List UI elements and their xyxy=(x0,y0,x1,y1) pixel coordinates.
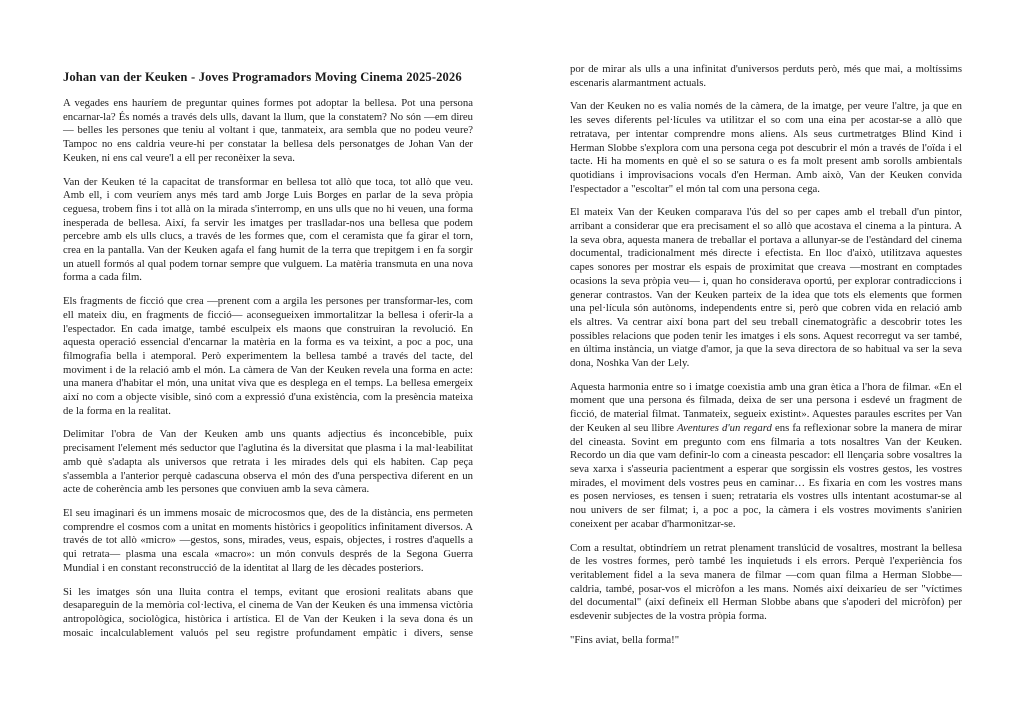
paragraph xyxy=(63,97,473,166)
text-run: Com a resultat, obtindríem un retrat plenament translúcid de vosaltres, mostrant la bellesa de les vostres formes, però també les inquietuds i els errors. Perquè l'experiència fos veritablement fidel a la seva manera de filmar —com quan filma a Herman Slobbe— caldria, també, posar-vos el micròfon a les mans. Només així deixaríeu de ser "víctimes del documental" (així defineix ell Herman Slobbe abans que s'apoderi del micròfon) per esdevenir subjectes de la vostra pròpia forma. xyxy=(570,541,962,623)
paragraph xyxy=(63,586,473,641)
paragraph xyxy=(570,542,962,624)
paragraph xyxy=(63,176,473,286)
text-run: por de mirar als ulls a una infinitat d'universos perduts però, més que mai, a moltíssims escenaris alarmantment actuals. xyxy=(570,63,962,89)
paragraph xyxy=(570,63,962,90)
text-run: A vegades ens hauríem de preguntar quines formes pot adoptar la bellesa. Pot una persona encarnar-la? És només a través dels ulls, davant la llum, que la constatem? No són —em direu— belles les persones que teniu al voltant i que, tanmateix, ara sembla que no podeu veure? Tampoc no ens caldria veure-hi per constatar la bellesa dels personatges de Johan Van der Keuken, ni ens cal veure'l a ell per reconèixer la seva. xyxy=(63,97,473,164)
paragraph xyxy=(570,206,962,370)
paragraph xyxy=(63,295,473,418)
paragraph xyxy=(63,507,473,576)
text-run: ens fa reflexionar sobre la manera de mirar del cineasta. Sovint em pregunto com ens filmaria a tots nosaltres Van der Keuken. Recordo un dia que vam definir-lo com a cineasta pescador: ell llençaria sobre vosaltres la seva xarxa i s'asseuria pacientment a esperar que sorgissin els vostres gestos, les vostres mirades, el moviment dels vostres peus en caminar… Es fixaria en com les vostres mans es posen nervioses, es tensen i suen; retrataria els vostres ulls intentant acostumar-se al nou univers de ser filmat; i, a poc a poc, la càmera i els vostres moviments s'anirien coneixent per acabar d'harmonitzar-se. xyxy=(570,421,962,530)
text-run: El seu imaginari és un immens mosaic de microcosmos que, des de la distància, ens permeten comprendre el cosmos com a unitat en moments històrics i geopolítics infinitament diversos. A través de tot allò «micro» —gestos, sons, mirades, veus, espais, objectes, i rostres d'aquells a qui retrata— plasma una escala «macro»: un món convuls després de la Segona Guerra Mundial i en constant reconstrucció de la identitat al llarg de les dècades posteriors. xyxy=(63,506,473,574)
text-run: Aquesta harmonia entre so i imatge coexistia amb una gran ètica a l'hora de filmar. «En el moment que una persona és filmada, deixa de ser una persona i esdevé un fragment de ficció, de material filmat. Tanmateix, segueix existint». Aquestes paraules escrites per Van der Keuken al seu llibre xyxy=(570,380,962,434)
left-column xyxy=(63,70,473,640)
text-run: Van der Keuken té la capacitat de transformar en bellesa tot allò que toca, tot allò que veu. Amb ell, i com veuríem anys més tard amb Jorge Luis Borges en parlar de la seva pròpia ceguesa, trobem fins i tot allà on la mirada s'interromp, en uns ulls que no hi veuen, una forma inesperada de bellesa. Així, fa servir les imatges per traslladar-nos una bellesa que podem percebre amb els ulls clucs, a través de les formes que, com el ceramista que fa girar el torn, crea en la pantalla. Van der Keuken agafa el fang humit de la terra que trepitgem i en fa sorgir un atuell formós al qual podem tornar sempre que vulguem. La matèria transmuta en una nova forma a cada film. xyxy=(63,175,473,284)
text-run: "Fins aviat, bella forma!" xyxy=(570,633,680,646)
text-run: Delimitar l'obra de Van der Keuken amb uns quants adjectius és inconcebible, puix precisament l'element més seductor que l'aglutina és la diversitat que plasma i la mal·leabilitat amb què s'adapta als universos que retrata i les mirades dels qui els habiten. Cap peça s'assembla a l'anterior perquè cadascuna observa el món des d'una perspectiva diferent en un acte de coherència amb les persones que conviuen amb la seva càmera. xyxy=(63,428,473,496)
document-title: Johan van der Keuken - Joves Programadors Moving Cinema 2025-2026 xyxy=(63,70,462,84)
text-run: Els fragments de ficció que crea —prenent com a argila les persones per transformar-les, com ell mateix diu, en fragments de ficció— aconsegueixen immortalitzar la bellesa i oferir-la a l'espectador. En cada imatge, també esculpeix els maons que construiran la revolució. En aquesta operació essencial d'encarnar la matèria en la forma es va teixint, a poc a poc, una filmografia bella i atemporal. Però experimentem la bellesa també a través del tacte, del moviment i de la relació amb el món. La càmera de Van der Keuken revela una forma en acte: una manera d'habitar el món, una unitat viva que es desplega en el temps. La bellesa emergeix així no com a objecte visible, sinó com a expressió d'una existència, com la presència mateixa de la forma en la realitat. xyxy=(63,295,473,417)
paragraph xyxy=(570,381,962,532)
text-run: El mateix Van der Keuken comparava l'ús del so per capes amb el treball d'un pintor, arribant a considerar que era precisament el so allò que acostava el cinema a la pintura. A la seva obra, aquesta manera de treballar el portava a allunyar-se de l'estàndard del cinema documental, tradicionalment més directe i efectista. En lloc d'això, utilitzava aquestes capes sonores per mostrar els espais de proximitat que creava —mostrant en comptades ocasions la seva pròpia veu— i, quan ho considerava oportú, per explorar contradiccions i generar contrastos. Van der Keuken parteix de la idea que tots els elements que formen una pel·lícula són autònoms, independents entre si, però que cobren vida en relació amb els altres. Va centrar així bona part del seu treball cinematogràfic a descobrir totes les possibles relacions que poden tenir les imatges i els sons. Aquest recorregut va ser també, en última instància, un viatge d'amor, ja que la seva directora de so habitual va ser la seva dona, Noshka Van der Lely. xyxy=(570,206,962,370)
paragraph xyxy=(570,100,962,196)
text-run: Van der Keuken no es valia només de la càmera, de la imatge, per veure l'altre, ja que en les seves diferents pel·lícules va utilitzar el so com una eina per acostar-se a allò que retratava, per intentar comprendre mons aliens. Als seus curtmetratges Blind Kind i Herman Slobbe s'explora com una persona cega pot descubrir el món a través de l'oïda i el tacte. Hi ha moments en què el so se satura o es fa molt present amb sorolls ambientals quotidians i improvisacions vocals d'en Herman. Amb això, Van der Keuken convida l'espectador a "escoltar" el món tal com una persona cega. xyxy=(570,100,962,195)
paragraph xyxy=(570,634,962,648)
left-column-text xyxy=(63,97,473,640)
italic-text-run: Aventures d'un regard xyxy=(677,421,772,434)
paragraph xyxy=(63,428,473,497)
right-column-text xyxy=(570,63,962,647)
text-run: Si les imatges són una lluita contra el temps, evitant que erosioni realitats abans que desapareguin de la memòria col·lectiva, el cinema de Van der Keuken és una immensa victòria antropològica, sociològica, històrica i artística. El de Van der Keuken i la seva dona és un mosaic incalculablement valuós pel seu registre profundament empàtic i divers, sense xyxy=(63,585,473,639)
